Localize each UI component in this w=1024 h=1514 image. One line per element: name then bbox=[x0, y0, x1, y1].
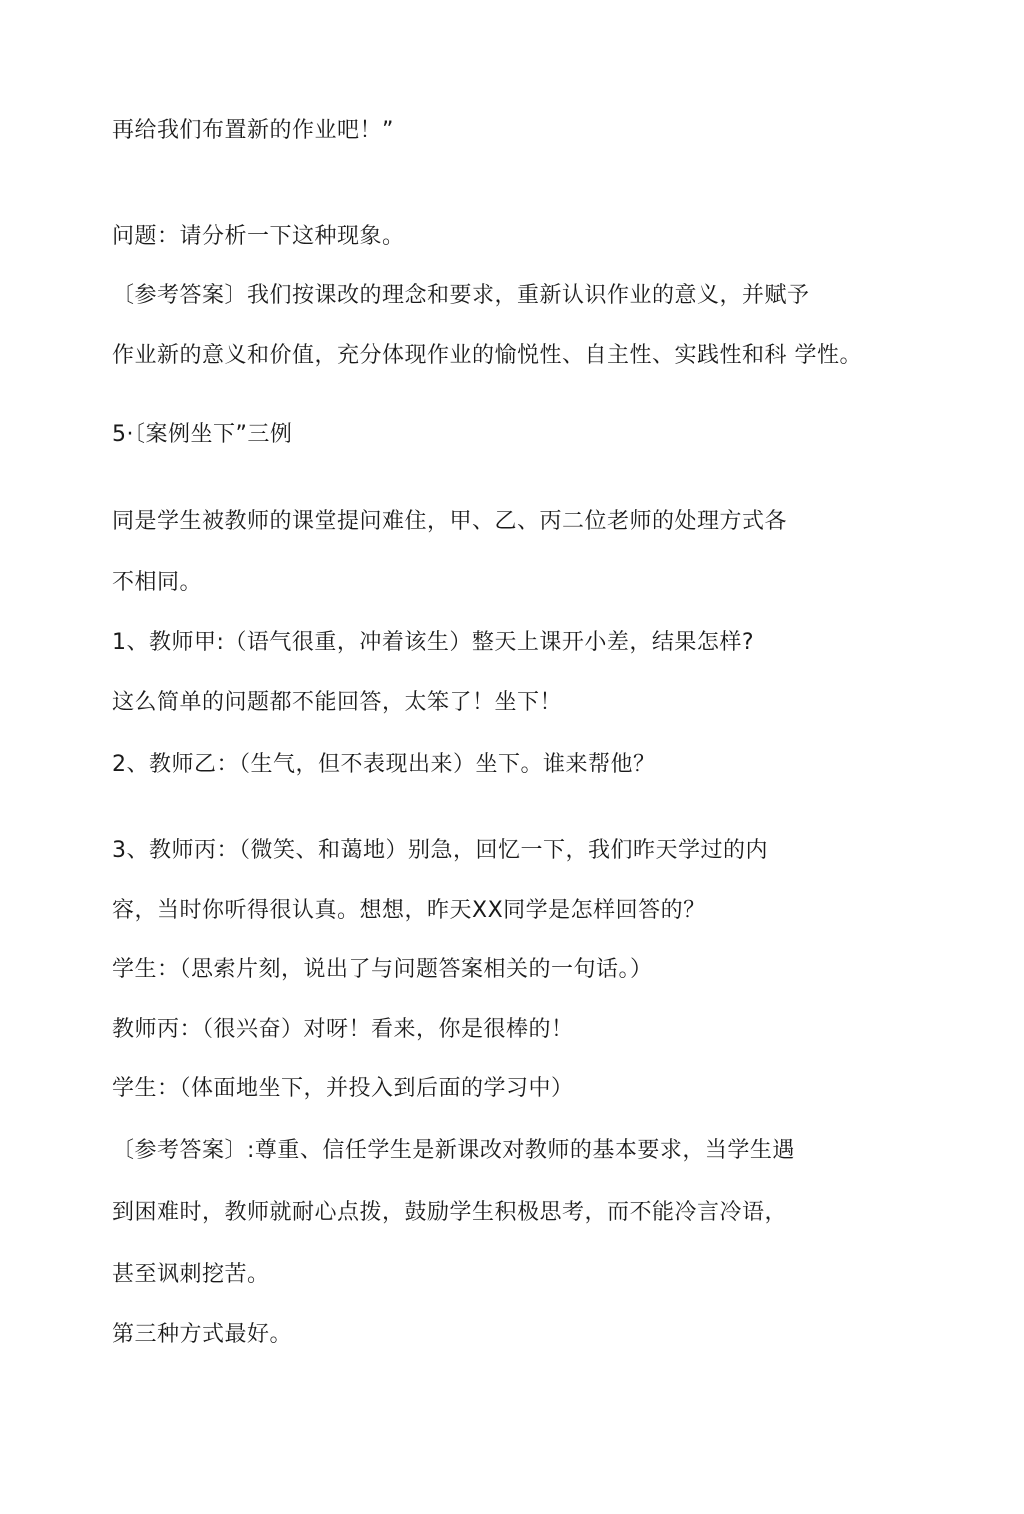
text-line: 甚至讽刺挖苦。 bbox=[112, 1262, 270, 1287]
text-line: 1、教师甲:（语气很重，冲着该生）整天上课开小差，结果怎样? bbox=[112, 630, 755, 655]
text-line: 这么简单的问题都不能回答，太笨了！坐下！ bbox=[112, 690, 563, 715]
text-line: 容，当时你听得很认真。想想，昨天XX同学是怎样回答的？ bbox=[112, 898, 706, 923]
text-line: 同是学生被教师的课堂提问难住，甲、乙、丙二位老师的处理方式各 bbox=[112, 509, 788, 534]
text-line: 作业新的意义和价值，充分体现作业的愉悦性、自主性、实践性和科 学性。 bbox=[112, 343, 862, 368]
text-line: 再给我们布置新的作业吧！” bbox=[112, 118, 394, 143]
text-line: 教师丙：（很兴奋）对呀！看来，你是很棒的！ bbox=[112, 1017, 574, 1042]
text-line: 不相同。 bbox=[112, 570, 203, 595]
text-line: 2、教师乙：（生气，但不表现出来）坐下。谁来帮他？ bbox=[112, 752, 656, 777]
text-line: 学生：（体面地坐下，并投入到后面的学习中） bbox=[112, 1076, 574, 1101]
text-line: 第三种方式最好。 bbox=[112, 1322, 293, 1347]
text-line: 3、教师丙：（微笑、和蔼地）别急，回忆一下，我们昨天学过的内 bbox=[112, 838, 768, 863]
section-heading: 5·〔案例坐下”三例 bbox=[112, 422, 293, 447]
text-line: 〔参考答案〕我们按课改的理念和要求，重新认识作业的意义，并赋予 bbox=[112, 283, 810, 308]
text-line: 〔参考答案〕:尊重、信任学生是新课改对教师的基本要求，当学生遇 bbox=[112, 1138, 795, 1163]
text-line: 问题：请分析一下这种现象。 bbox=[112, 224, 405, 249]
text-line: 到困难时，教师就耐心点拨，鼓励学生积极思考，而不能冷言冷语， bbox=[112, 1200, 788, 1225]
text-line: 学生：（思索片刻，说出了与问题答案相关的一句话。） bbox=[112, 957, 653, 982]
